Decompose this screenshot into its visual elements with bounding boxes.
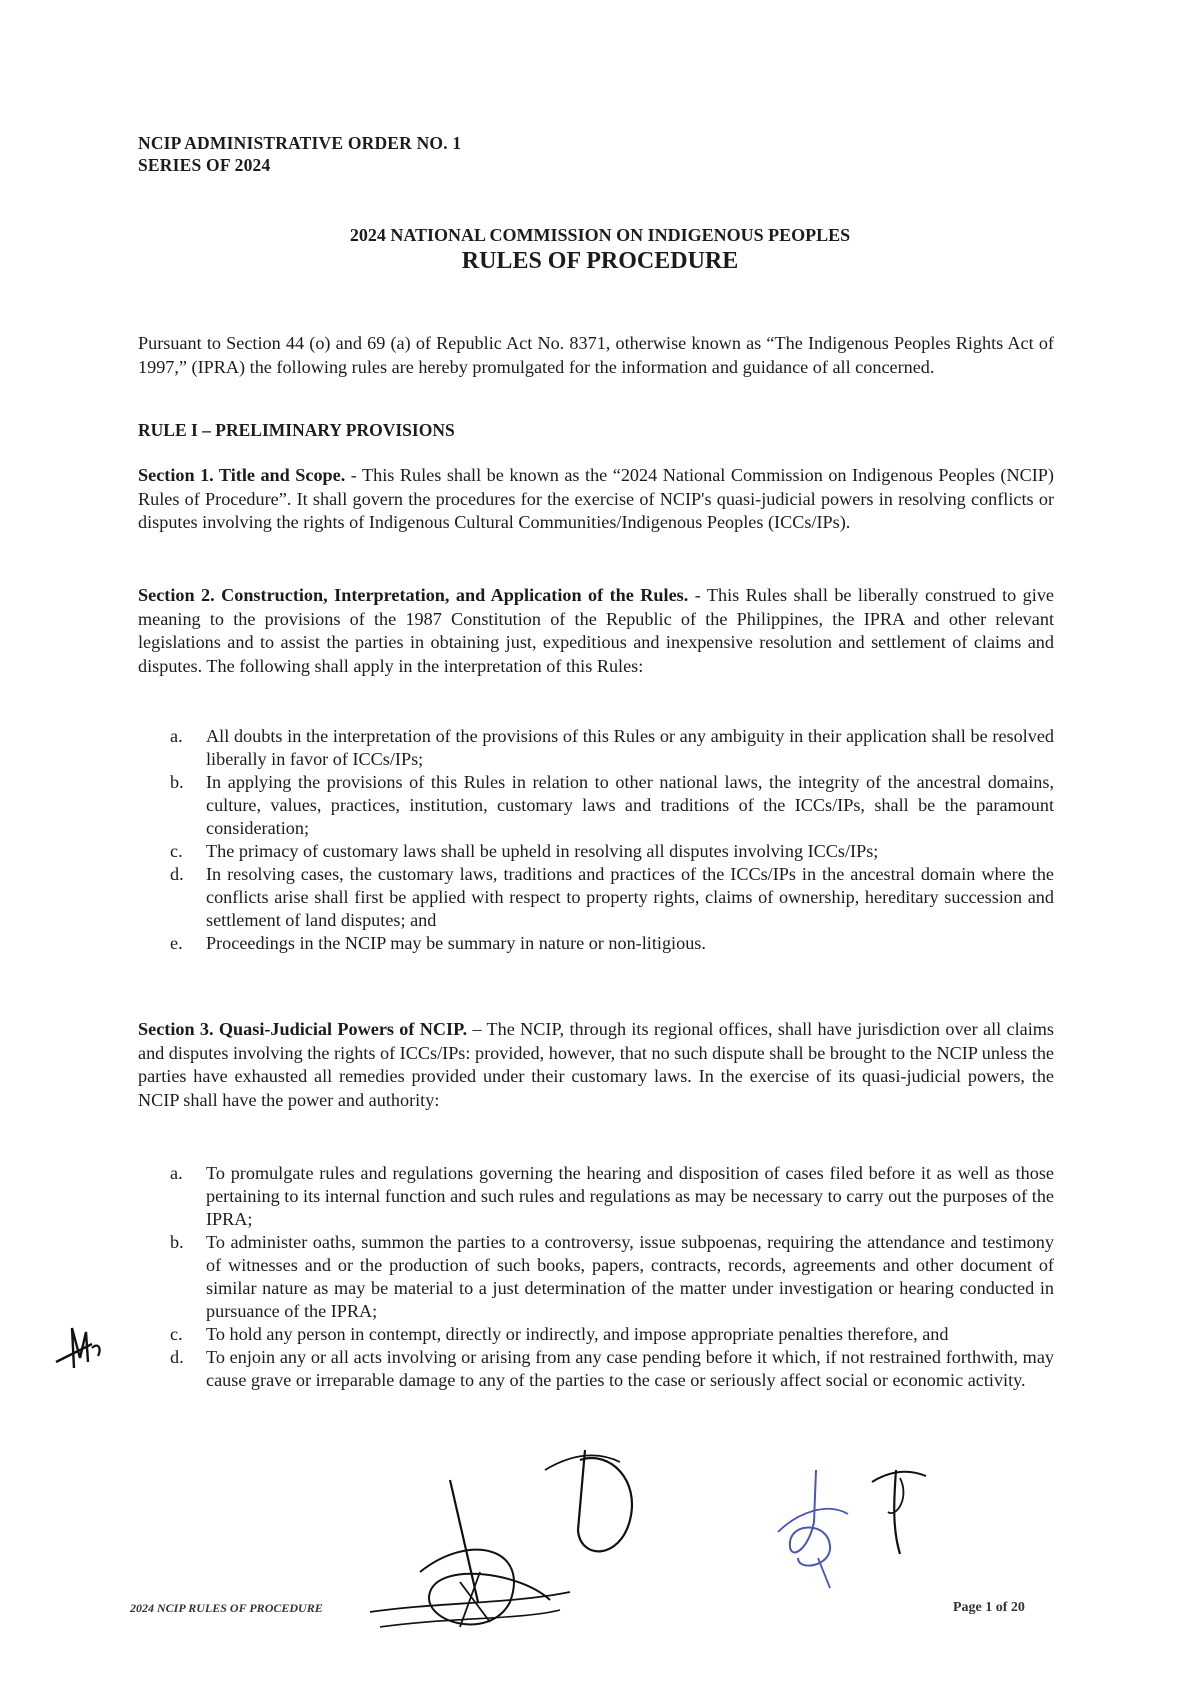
section-2 <box>138 584 1054 678</box>
section-3-text: – The NCIP, through its regional offices, shall have jurisdiction over all claims and disputes involving the rights of ICCs/IPs: provided, however, that no such dispute shall be brought to the NCIP unless the parties have exhausted all remedies provided under their customary laws. In the exercise of its quasi-judicial powers, the NCIP shall have the power and authority: <box>138 1019 1054 1110</box>
order-series: SERIES OF 2024 <box>138 155 271 175</box>
intro-paragraph: Pursuant to Section 44 (o) and 69 (a) of Republic Act No. 8371, otherwise known as “The Indigenous Peoples Rights Act of 1997,” (IPRA) the following rules are hereby promulgated for the information and guidance of all concerned. <box>138 333 1054 377</box>
title-line1: 2024 NATIONAL COMMISSION ON INDIGENOUS PEOPLES <box>349 225 851 245</box>
list-item: a. All doubts in the interpretation of the provisions of this Rules or any ambiguity in their application shall be resolved liberally in favor of ICCs/IPs; <box>170 726 1054 769</box>
section-2-title: Section 2. Construction, Interpretation, and Application of the Rules. <box>138 585 689 605</box>
list-item: d. To enjoin any or all acts involving or arising from any case pending before it which, if not restrained forthwith, may cause grave or irreparable damage to any of the parties to the case or seriously affect social or economic activity. <box>170 1347 1054 1390</box>
section-1-title: Section 1. Title and Scope. <box>138 465 346 485</box>
list-item: e. Proceedings in the NCIP may be summary in nature or non-litigious. <box>170 933 706 953</box>
list-item: c. The primacy of customary laws shall be upheld in resolving all disputes involving ICCs/IPs; <box>170 841 879 861</box>
rule-heading: RULE I – PRELIMINARY PROVISIONS <box>138 420 455 440</box>
title-line2: RULES OF PROCEDURE <box>461 248 739 274</box>
list-item: c. To hold any person in contempt, directly or indirectly, and impose appropriate penalties therefore, and <box>170 1324 949 1344</box>
list-item: b. To administer oaths, summon the parties to a controversy, issue subpoenas, requiring the attendance and testimony of witnesses and or the production of such books, papers, contracts, records, agreements and other document of similar nature as may be material to a just determination of the matter under investigation or hearing conducted in pursuance of the IPRA; <box>170 1232 1054 1321</box>
margin-initials-signature <box>52 1318 114 1380</box>
section-3-list <box>170 1162 1054 1392</box>
list-item: d. In resolving cases, the customary laws, traditions and practices of the ICCs/IPs in the ancestral domain where the conflicts arise shall first be applied with respect to property rights, claims of ownership, hereditary succession and settlement of land disputes; and <box>170 864 1054 930</box>
signature-black-3 <box>866 1458 946 1568</box>
list-item: a. To promulgate rules and regulations governing the hearing and disposition of cases filed before it as well as those pertaining to its internal function and such rules and regulations as may be necessary to carry out the purposes of the IPRA; <box>170 1163 1054 1229</box>
section-2-list <box>170 725 1054 955</box>
order-number: NCIP ADMINISTRATIVE ORDER NO. 1 <box>138 133 462 153</box>
section-1-text: - This Rules shall be known as the “2024 National Commission on Indigenous Peoples (NCIP) Rules of Procedure”. It shall govern the procedures for the exercise of NCIP's quasi-judicial powers in resolving conflicts or disputes involving the rights of Indigenous Cultural Communities/Indigenous Peoples (ICCs/IPs). <box>138 465 1054 532</box>
list-item: b. In applying the provisions of this Rules in relation to other national laws, the integrity of the ancestral domains, culture, values, practices, institution, customary laws and traditions of the ICCs/IPs, shall be the paramount consideration; <box>170 772 1054 838</box>
section-3 <box>138 1018 1054 1112</box>
signature-black-2 <box>540 1440 660 1570</box>
section-3-title: Section 3. Quasi-Judicial Powers of NCIP. <box>138 1019 468 1039</box>
section-2-text: - This Rules shall be liberally construed to give meaning to the provisions of the 1987 Constitution of the Republic of the Philippines, the IPRA and other relevant legislations and to assist the parties in obtaining just, expeditious and inexpensive resolution and settlement of claims and disputes. The following shall apply in the interpretation of this Rules: <box>138 585 1054 676</box>
footer-document-title: 2024 NCIP RULES OF PROCEDURE <box>130 1601 323 1615</box>
footer-page-number: Page 1 of 20 <box>953 1600 1025 1615</box>
section-1 <box>138 464 1054 535</box>
signature-blue <box>768 1462 868 1592</box>
